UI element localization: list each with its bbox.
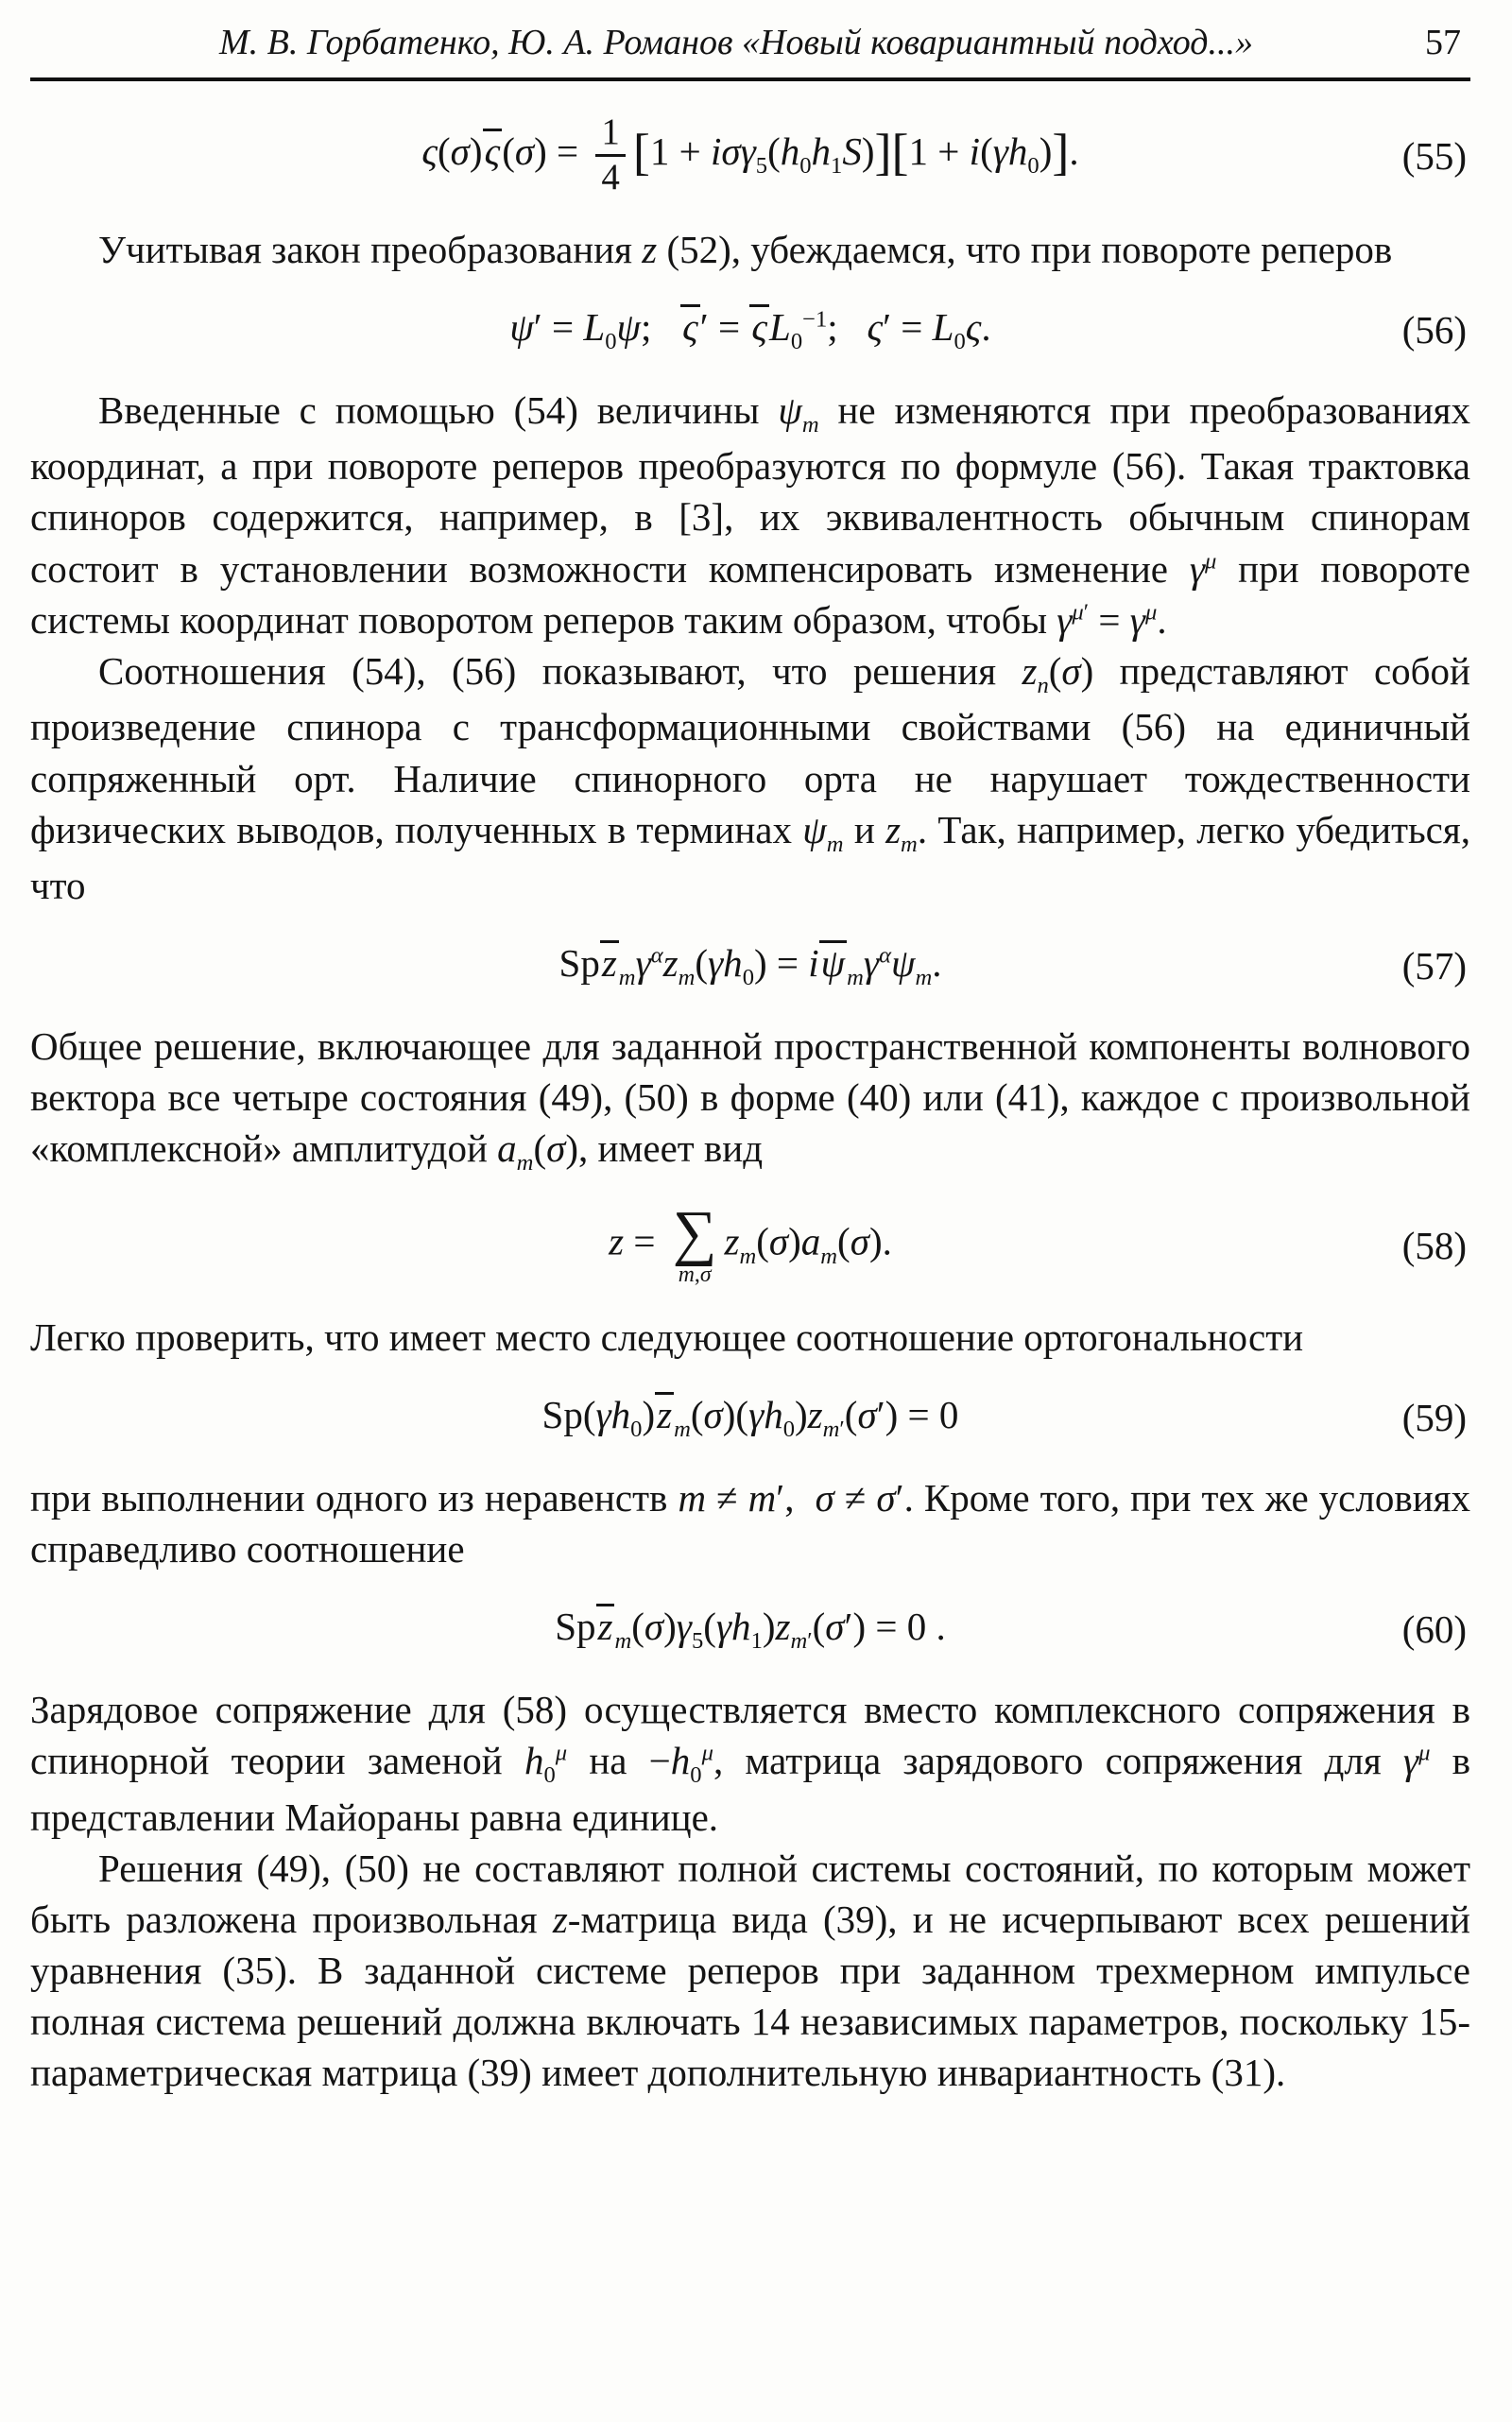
running-header: [30, 15, 1470, 81]
page-number: 57: [1425, 23, 1461, 62]
paragraph: Общее решение, включающее для заданной пространственной компоненты волнового вектора все четыре состояния (49), (50) в форме (40) или (41), каждое с произвольной «комплексной» амплитудой $a_m(\sigma)$, имеет вид: [30, 1024, 1470, 1177]
paragraph: Соотношения (54), (56) показывают, что решения $z_n(\sigma)$ представляют собой произведение спинора с трансформационными свойствами (56) на единичный сопряженный орт. Наличие спинорного орта не нарушает тождественности физических выводов, полученных в терминах $\psi_m$ и $z_m$. Так, например, легко убедиться, что: [30, 648, 1470, 908]
content: [30, 113, 1470, 2098]
paragraph: Легко проверить, что имеет место следующее соотношение ортогональности: [30, 1315, 1304, 1360]
equation: $Spz_m(\sigma)\gamma_5(\gamma h_1)z_{m'}(\sigma') = 0$ .: [555, 1605, 946, 1655]
equation: $Spz_m\gamma^\alpha z_m(\gamma h_0) = i\psi_m\gamma^\alpha\psi_m$.: [558, 941, 942, 991]
running-title: М. В. Горбатенко, Ю. А. Романов «Новый ковариантный подход...»: [218, 23, 1254, 62]
equation: $\psi' = L_0\psi$; $\varsigma' = \varsigma L_0^{-1}$; $\varsigma' = L_0\varsigma$.: [509, 305, 991, 355]
equation: ς(σ)ς(σ) = $\frac{1}{4}$ $[1 + i\sigma\gamma_5(h_0h_1S)][1 + i(\gamma h_0)]$.: [421, 112, 1079, 198]
equation-row: [30, 937, 1470, 994]
paragraph: Зарядовое сопряжение для (58) осуществляется вместо комплексного сопряжения в спинорной теории заменой $h_0^\mu$ на $-h_0^\mu$, матрица зарядового сопряжения для $\gamma^\mu$ в представлении Майораны равна единице.: [30, 1687, 1471, 1839]
equation-number: (57): [1401, 944, 1467, 988]
equation-row: [30, 1198, 1470, 1287]
paragraph: Введенные с помощью (54) величины $\psi_m$ не изменяются при преобразованиях координат, а при повороте реперов преобразуются по формуле (56). Такая трактовка спиноров содержится, например, в [3], их эквивалентность обычным спинорам состоит в установлении возможности компенсировать изменение $\gamma^\mu$ при повороте системы координат поворотом реперов таким образом, чтобы $\gamma^{\mu'} = \gamma^\mu$.: [30, 387, 1470, 642]
equation: $Sp(\gamma h_0)z_m(\sigma)(\gamma h_0)z_{m'}(\sigma') = 0$: [541, 1393, 959, 1443]
equation-number: (60): [1401, 1607, 1467, 1652]
equation-number: (58): [1401, 1224, 1467, 1268]
equation-row: [30, 1601, 1470, 1658]
equation-number: (56): [1401, 307, 1467, 352]
paragraph: при выполнении одного из неравенств m ≠ m′, σ ≠ σ′. Кроме того, при тех же условиях справедливо соотношение: [30, 1476, 1470, 1572]
equation-row: [30, 113, 1470, 198]
equation-number: (55): [1401, 133, 1467, 178]
equation-number: (59): [1401, 1396, 1467, 1440]
equation-row: [30, 301, 1470, 358]
paragraph: Учитывая закон преобразования z (52), убеждаемся, что при повороте реперов: [98, 227, 1393, 271]
equation: z = ∑ m,σ $z_m(\sigma)a_m(\sigma)$.: [609, 1198, 892, 1287]
equation-row: [30, 1389, 1470, 1446]
paragraph: Решения (49), (50) не составляют полной системы состояний, по которым может быть разложена произвольная z-матрица вида (39), и не исчерпывают всех решений уравнения (35). В заданной системе реперов при заданном трехмерном импульсе полная система решений должна включать 14 независимых параметров, поскольку 15-параметрическая матрица (39) имеет дополнительную инвариантность (31).: [30, 1846, 1470, 2095]
